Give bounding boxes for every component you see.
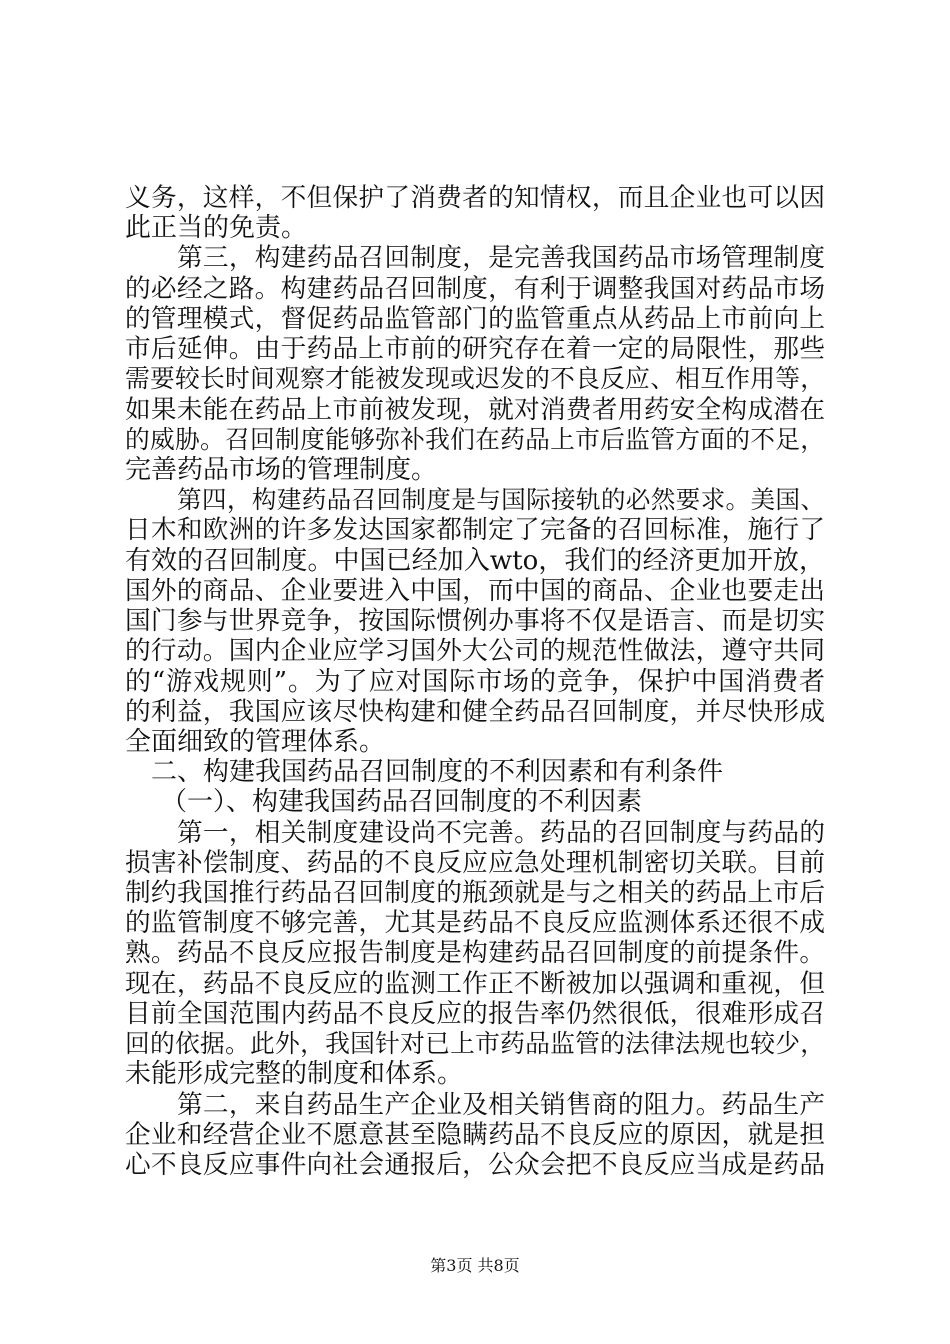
text-line: 日木和欧洲的许多发达国家都制定了完备的召回标准，施行了 [125, 515, 825, 545]
page-footer: 第3页 共8页 [430, 1256, 520, 1275]
subsection-heading: （一）、构建我国药品召回制度的不利因素 [161, 787, 643, 817]
text-line: 市后延伸。由于药品上市前的研究存在着一定的局限性，那些 [125, 334, 825, 364]
text-line: 的监管制度不够完善，尤其是药品不良反应监测体系还很不成 [125, 908, 825, 938]
text-line: 回的依据。此外，我国针对已上市药品监管的法律法规也较少， [125, 1029, 825, 1058]
text-line: 的行动。国内企业应学习国外大公司的规范性做法，遵守共同 [125, 636, 825, 666]
text-line: 制约我国推行药品召回制度的瓶颈就是与之相关的药品上市后 [125, 878, 825, 908]
section-heading: 二、构建我国药品召回制度的不利因素和有利条件 [151, 757, 724, 787]
text-line: 的“游戏规则”。为了应对国际市场的竞争，保护中国消费者 [125, 667, 825, 697]
text-line: 完善药品市场的管理制度。 [125, 455, 438, 485]
text-line: 心不良反应事件向社会通报后，公众会把不良反应当成是药品 [125, 1150, 825, 1180]
paragraph-start-line: 第二，来自药品生产企业及相关销售商的阻力。药品生产 [177, 1090, 825, 1120]
text-line: 国外的商品、企业要进入中国，而中国的商品、企业也要走出 [125, 576, 825, 606]
text-line: 如果未能在药品上市前被发现，就对消费者用药安全构成潜在 [125, 395, 825, 425]
text-line: 目前全国范围内药品不良反应的报告率仍然很低，很难形成召 [125, 999, 825, 1029]
text-line: 的必经之路。构建药品召回制度，有利于调整我国对药品市场 [125, 274, 825, 304]
text-line: 的利益，我国应该尽快构建和健全药品召回制度，并尽快形成 [125, 697, 825, 727]
text-line: 全面细致的管理体系。 [125, 727, 386, 757]
text-line: 需要较长时间观察才能被发现或迟发的不良反应、相互作用等， [125, 364, 825, 393]
text-line: 的威胁。召回制度能够弥补我们在药品上市后监管方面的不足， [125, 425, 825, 454]
text-line: 有效的召回制度。中国已经加入wto，我们的经济更加开放， [125, 546, 825, 576]
text-line: 现在，药品不良反应的监测工作正不断被加以强调和重视，但 [125, 969, 825, 999]
text-line: 企业和经营企业不愿意甚至隐瞒药品不良反应的原因，就是担 [125, 1120, 825, 1150]
text-line: 熟。药品不良反应报告制度是构建药品召回制度的前提条件。 [125, 938, 825, 968]
text-line: 未能形成完整的制度和体系。 [125, 1059, 464, 1089]
text-line: 的管理模式，督促药品监管部门的监管重点从药品上市前向上 [125, 304, 825, 334]
paragraph-start-line: 第一，相关制度建设尚不完善。药品的召回制度与药品的 [177, 818, 825, 848]
text-line: 国门参与世界竞争，按国际惯例办事将不仅是语言、而是切实 [125, 606, 825, 636]
text-line: 此正当的免责。 [125, 213, 308, 243]
text-line: 义务，这样，不但保护了消费者的知情权，而且企业也可以因 [125, 183, 825, 213]
paragraph-start-line: 第四，构建药品召回制度是与国际接轨的必然要求。美国、 [177, 485, 825, 514]
text-line: 损害补偿制度、药品的不良反应应急处理机制密切关联。目前 [125, 848, 825, 878]
paragraph-start-line: 第三，构建药品召回制度，是完善我国药品市场管理制度 [177, 243, 825, 273]
